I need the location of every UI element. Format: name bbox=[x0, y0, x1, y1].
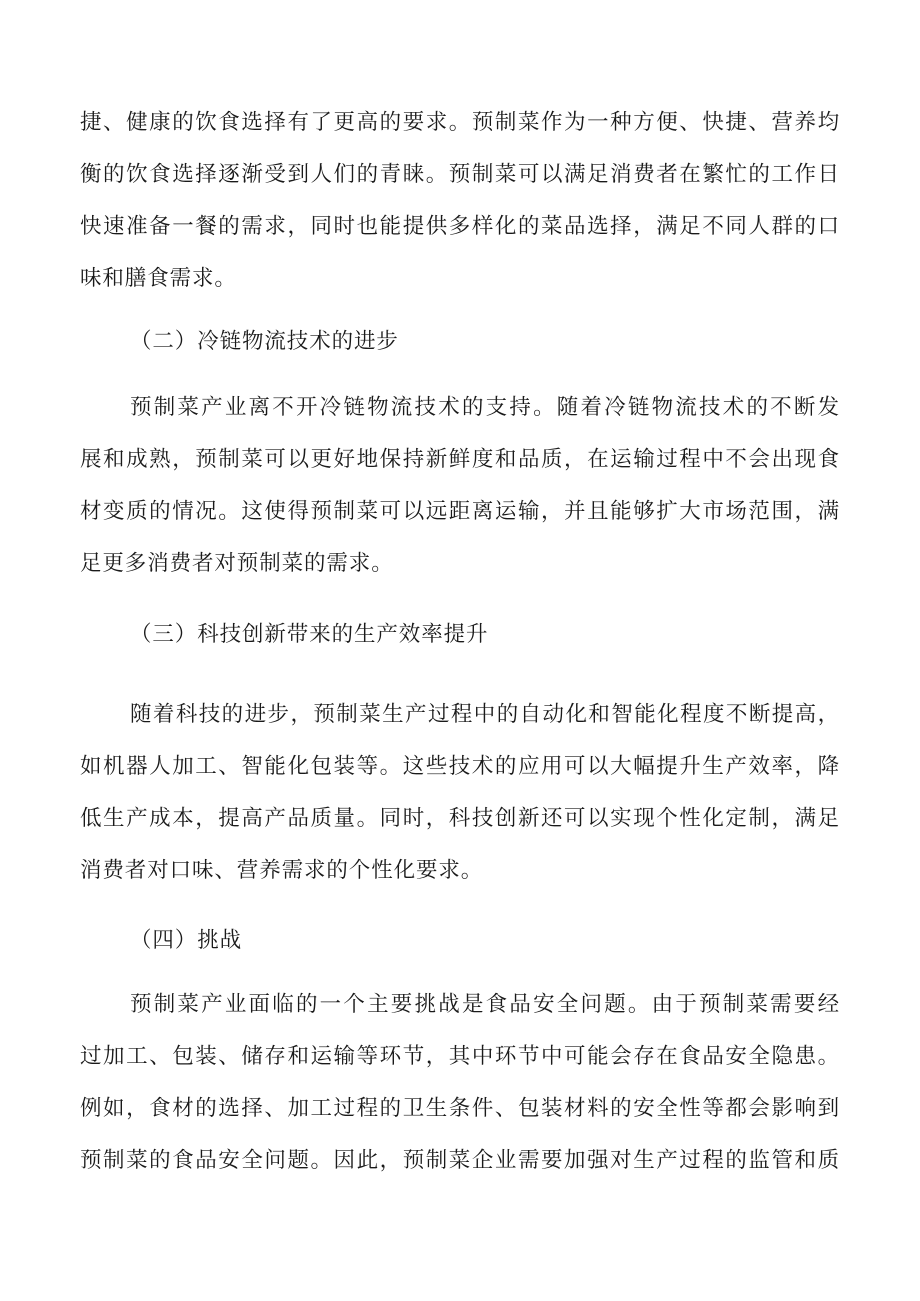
paragraph-4-line-1: 预制菜产业面临的一个主要挑战是食品安全问题。由于预制菜需要经 bbox=[130, 992, 840, 1017]
paragraph-2-line-3: 材变质的情况。这使得预制菜可以远距离运输，并且能够扩大市场范围，满 bbox=[80, 499, 840, 524]
paragraph-3-line-3: 低生产成本，提高产品质量。同时，科技创新还可以实现个性化定制，满足 bbox=[80, 806, 840, 831]
section-heading-3: （三）科技创新带来的生产效率提升 bbox=[130, 622, 489, 647]
paragraph-2-line-1: 预制菜产业离不开冷链物流技术的支持。随着冷链物流技术的不断发 bbox=[130, 395, 840, 420]
paragraph-4-line-3: 例如，食材的选择、加工过程的卫生条件、包装材料的安全性等都会影响到 bbox=[80, 1096, 840, 1121]
section-heading-4: （四）挑战 bbox=[130, 928, 243, 953]
paragraph-4-line-4: 预制菜的食品安全问题。因此，预制菜企业需要加强对生产过程的监管和质 bbox=[80, 1148, 840, 1173]
paragraph-1-line-4: 味和膳食需求。 bbox=[80, 266, 237, 291]
paragraph-1-line-2: 衡的饮食选择逐渐受到人们的青睐。预制菜可以满足消费者在繁忙的工作日 bbox=[80, 162, 840, 187]
paragraph-1-line-3: 快速准备一餐的需求，同时也能提供多样化的菜品选择，满足不同人群的口 bbox=[80, 214, 840, 239]
paragraph-3-line-2: 如机器人加工、智能化包装等。这些技术的应用可以大幅提升生产效率，降 bbox=[80, 754, 840, 779]
section-heading-2: （二）冷链物流技术的进步 bbox=[130, 329, 399, 354]
paragraph-2-line-4: 足更多消费者对预制菜的需求。 bbox=[80, 551, 394, 576]
paragraph-3-line-1: 随着科技的进步，预制菜生产过程中的自动化和智能化程度不断提高， bbox=[130, 702, 840, 727]
paragraph-1-line-1: 捷、健康的饮食选择有了更高的要求。预制菜作为一种方便、快捷、营养均 bbox=[80, 110, 840, 135]
paragraph-3-line-4: 消费者对口味、营养需求的个性化要求。 bbox=[80, 858, 484, 883]
paragraph-2-line-2: 展和成熟，预制菜可以更好地保持新鲜度和品质，在运输过程中不会出现食 bbox=[80, 447, 840, 472]
paragraph-4-line-2: 过加工、包装、储存和运输等环节，其中环节中可能会存在食品安全隐患。 bbox=[80, 1044, 840, 1069]
